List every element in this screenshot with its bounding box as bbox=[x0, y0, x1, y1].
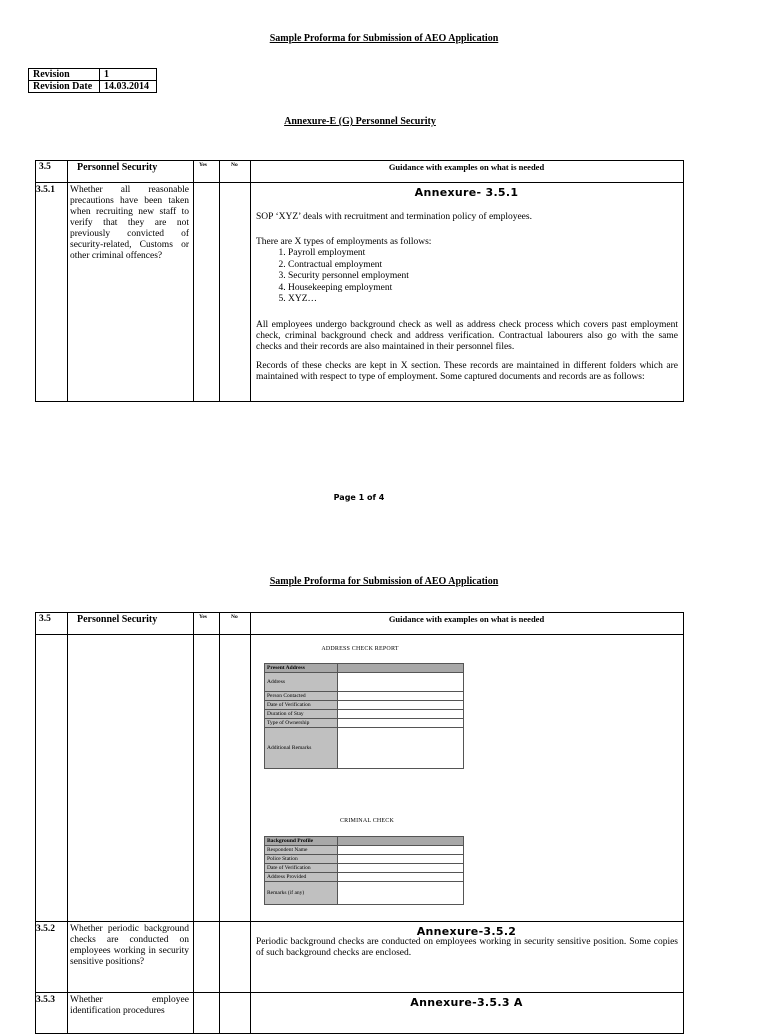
form-field-label: Date of Verification bbox=[265, 864, 338, 873]
section-number: 3.5 bbox=[39, 162, 51, 172]
table-header-divider bbox=[35, 634, 683, 635]
col-divider bbox=[219, 612, 220, 1033]
form-field-value bbox=[338, 692, 464, 701]
col-divider bbox=[219, 160, 220, 401]
col-divider bbox=[193, 160, 194, 401]
address-check-report-form bbox=[264, 663, 464, 769]
form-field-label: Type of Ownership bbox=[265, 719, 338, 728]
revision-date-label: Revision Date bbox=[29, 81, 100, 93]
revision-table bbox=[28, 68, 157, 93]
section-title: Personnel Security bbox=[77, 162, 158, 173]
row-divider bbox=[35, 992, 683, 993]
row-number-3-5-2: 3.5.2 bbox=[36, 924, 55, 934]
guidance-3-5-2: Periodic background checks are conducted on employees working in security sensitive position. Some copies of such background checks are enclosed. bbox=[256, 937, 678, 958]
annexure-label-3-5-3: Annexure-3.5.3 A bbox=[410, 996, 523, 1009]
form-field-value bbox=[338, 701, 464, 710]
yes-column-header: Yes bbox=[199, 614, 207, 620]
form-field-value bbox=[338, 728, 464, 769]
page-number: Page 1 of 4 bbox=[333, 493, 385, 502]
form-field-label: Address Provided bbox=[265, 873, 338, 882]
form-field-value bbox=[338, 664, 464, 673]
form-field-label: Present Address bbox=[265, 664, 338, 673]
list-item: 5. XYZ… bbox=[288, 294, 678, 306]
employment-types-list bbox=[256, 248, 678, 306]
col-divider bbox=[193, 612, 194, 1033]
row-number-3-5-3: 3.5.3 bbox=[36, 995, 55, 1005]
paragraph: SOP ‘XYZ’ deals with recruitment and termination policy of employees. bbox=[256, 212, 532, 222]
question-3-5-1: Whether all reasonable precautions have been taken when recruiting new staff to verify that they are not previously convicted of security-related, Customs or other criminal offences? bbox=[70, 185, 189, 261]
question-3-5-2: Whether periodic background checks are conducted on employees working in security sensitive positions? bbox=[70, 924, 189, 967]
criminal-check-form bbox=[264, 836, 464, 905]
row-divider bbox=[35, 921, 683, 922]
paragraph: There are X types of employments as follows: bbox=[256, 237, 432, 247]
form-field-value bbox=[338, 710, 464, 719]
form-field-label: Background Profile bbox=[265, 837, 338, 846]
no-column-header: No bbox=[231, 614, 238, 620]
list-item: 1. Payroll employment bbox=[288, 248, 678, 260]
form-field-value bbox=[338, 673, 464, 692]
section-number: 3.5 bbox=[39, 614, 51, 624]
paragraph: All employees undergo background check as well as address check process which covers past employment check, criminal background check and address verification. Contractual labourers also go with the same checks and their records are also maintained in their personnel files. bbox=[256, 319, 678, 352]
col-divider bbox=[67, 160, 68, 401]
row-number-3-5-1: 3.5.1 bbox=[36, 185, 55, 195]
form-field-label: Additional Remarks bbox=[265, 728, 338, 769]
form-field-value bbox=[338, 855, 464, 864]
criminal-check-title: CRIMINAL CHECK bbox=[339, 818, 395, 824]
guidance-column-header: Guidance with examples on what is needed bbox=[388, 162, 545, 172]
form-field-label: Date of Verification bbox=[265, 701, 338, 710]
col-divider bbox=[67, 612, 68, 1033]
form-field-label: Person Contacted bbox=[265, 692, 338, 701]
list-item: 4. Housekeeping employment bbox=[288, 283, 678, 295]
page2-header-title: Sample Proforma for Submission of AEO Application bbox=[269, 576, 499, 587]
form-field-value bbox=[338, 873, 464, 882]
form-field-label: Remarks (if any) bbox=[265, 882, 338, 905]
annexure-title: Annexure-E (G) Personnel Security bbox=[284, 116, 436, 127]
guidance-3-5-1 bbox=[256, 212, 678, 383]
form-field-label: Duration of Stay bbox=[265, 710, 338, 719]
question-3-5-3: Whether employee identification procedures bbox=[70, 995, 189, 1016]
no-column-header: No bbox=[231, 162, 238, 168]
form-field-value bbox=[338, 882, 464, 905]
annexure-label-3-5-1: Annexure- 3.5.1 bbox=[414, 186, 519, 199]
revision-value: 1 bbox=[100, 69, 157, 81]
annexure-label-3-5-2: Annexure-3.5.2 bbox=[416, 925, 517, 938]
form-field-value bbox=[338, 864, 464, 873]
list-item: 2. Contractual employment bbox=[288, 260, 678, 272]
guidance-column-header: Guidance with examples on what is needed bbox=[388, 614, 545, 624]
revision-label: Revision bbox=[29, 69, 100, 81]
list-item: 3. Security personnel employment bbox=[288, 271, 678, 283]
section-title: Personnel Security bbox=[77, 614, 158, 625]
table-header-divider bbox=[35, 182, 683, 183]
form-field-label: Police Station bbox=[265, 855, 338, 864]
yes-column-header: Yes bbox=[199, 162, 207, 168]
col-divider bbox=[250, 612, 251, 1033]
form-field-value bbox=[338, 837, 464, 846]
form-field-value bbox=[338, 846, 464, 855]
address-check-report-title: ADDRESS CHECK REPORT bbox=[321, 646, 399, 652]
form-field-label: Address bbox=[265, 673, 338, 692]
page1-header-title: Sample Proforma for Submission of AEO Application bbox=[269, 33, 499, 44]
form-field-value bbox=[338, 719, 464, 728]
paragraph: Records of these checks are kept in X section. These records are maintained in different folders which are maintained with respect to type of employment. Some captured documents and records are as follows: bbox=[256, 360, 678, 382]
form-field-label: Respondent Name bbox=[265, 846, 338, 855]
revision-date-value: 14.03.2014 bbox=[100, 81, 157, 93]
